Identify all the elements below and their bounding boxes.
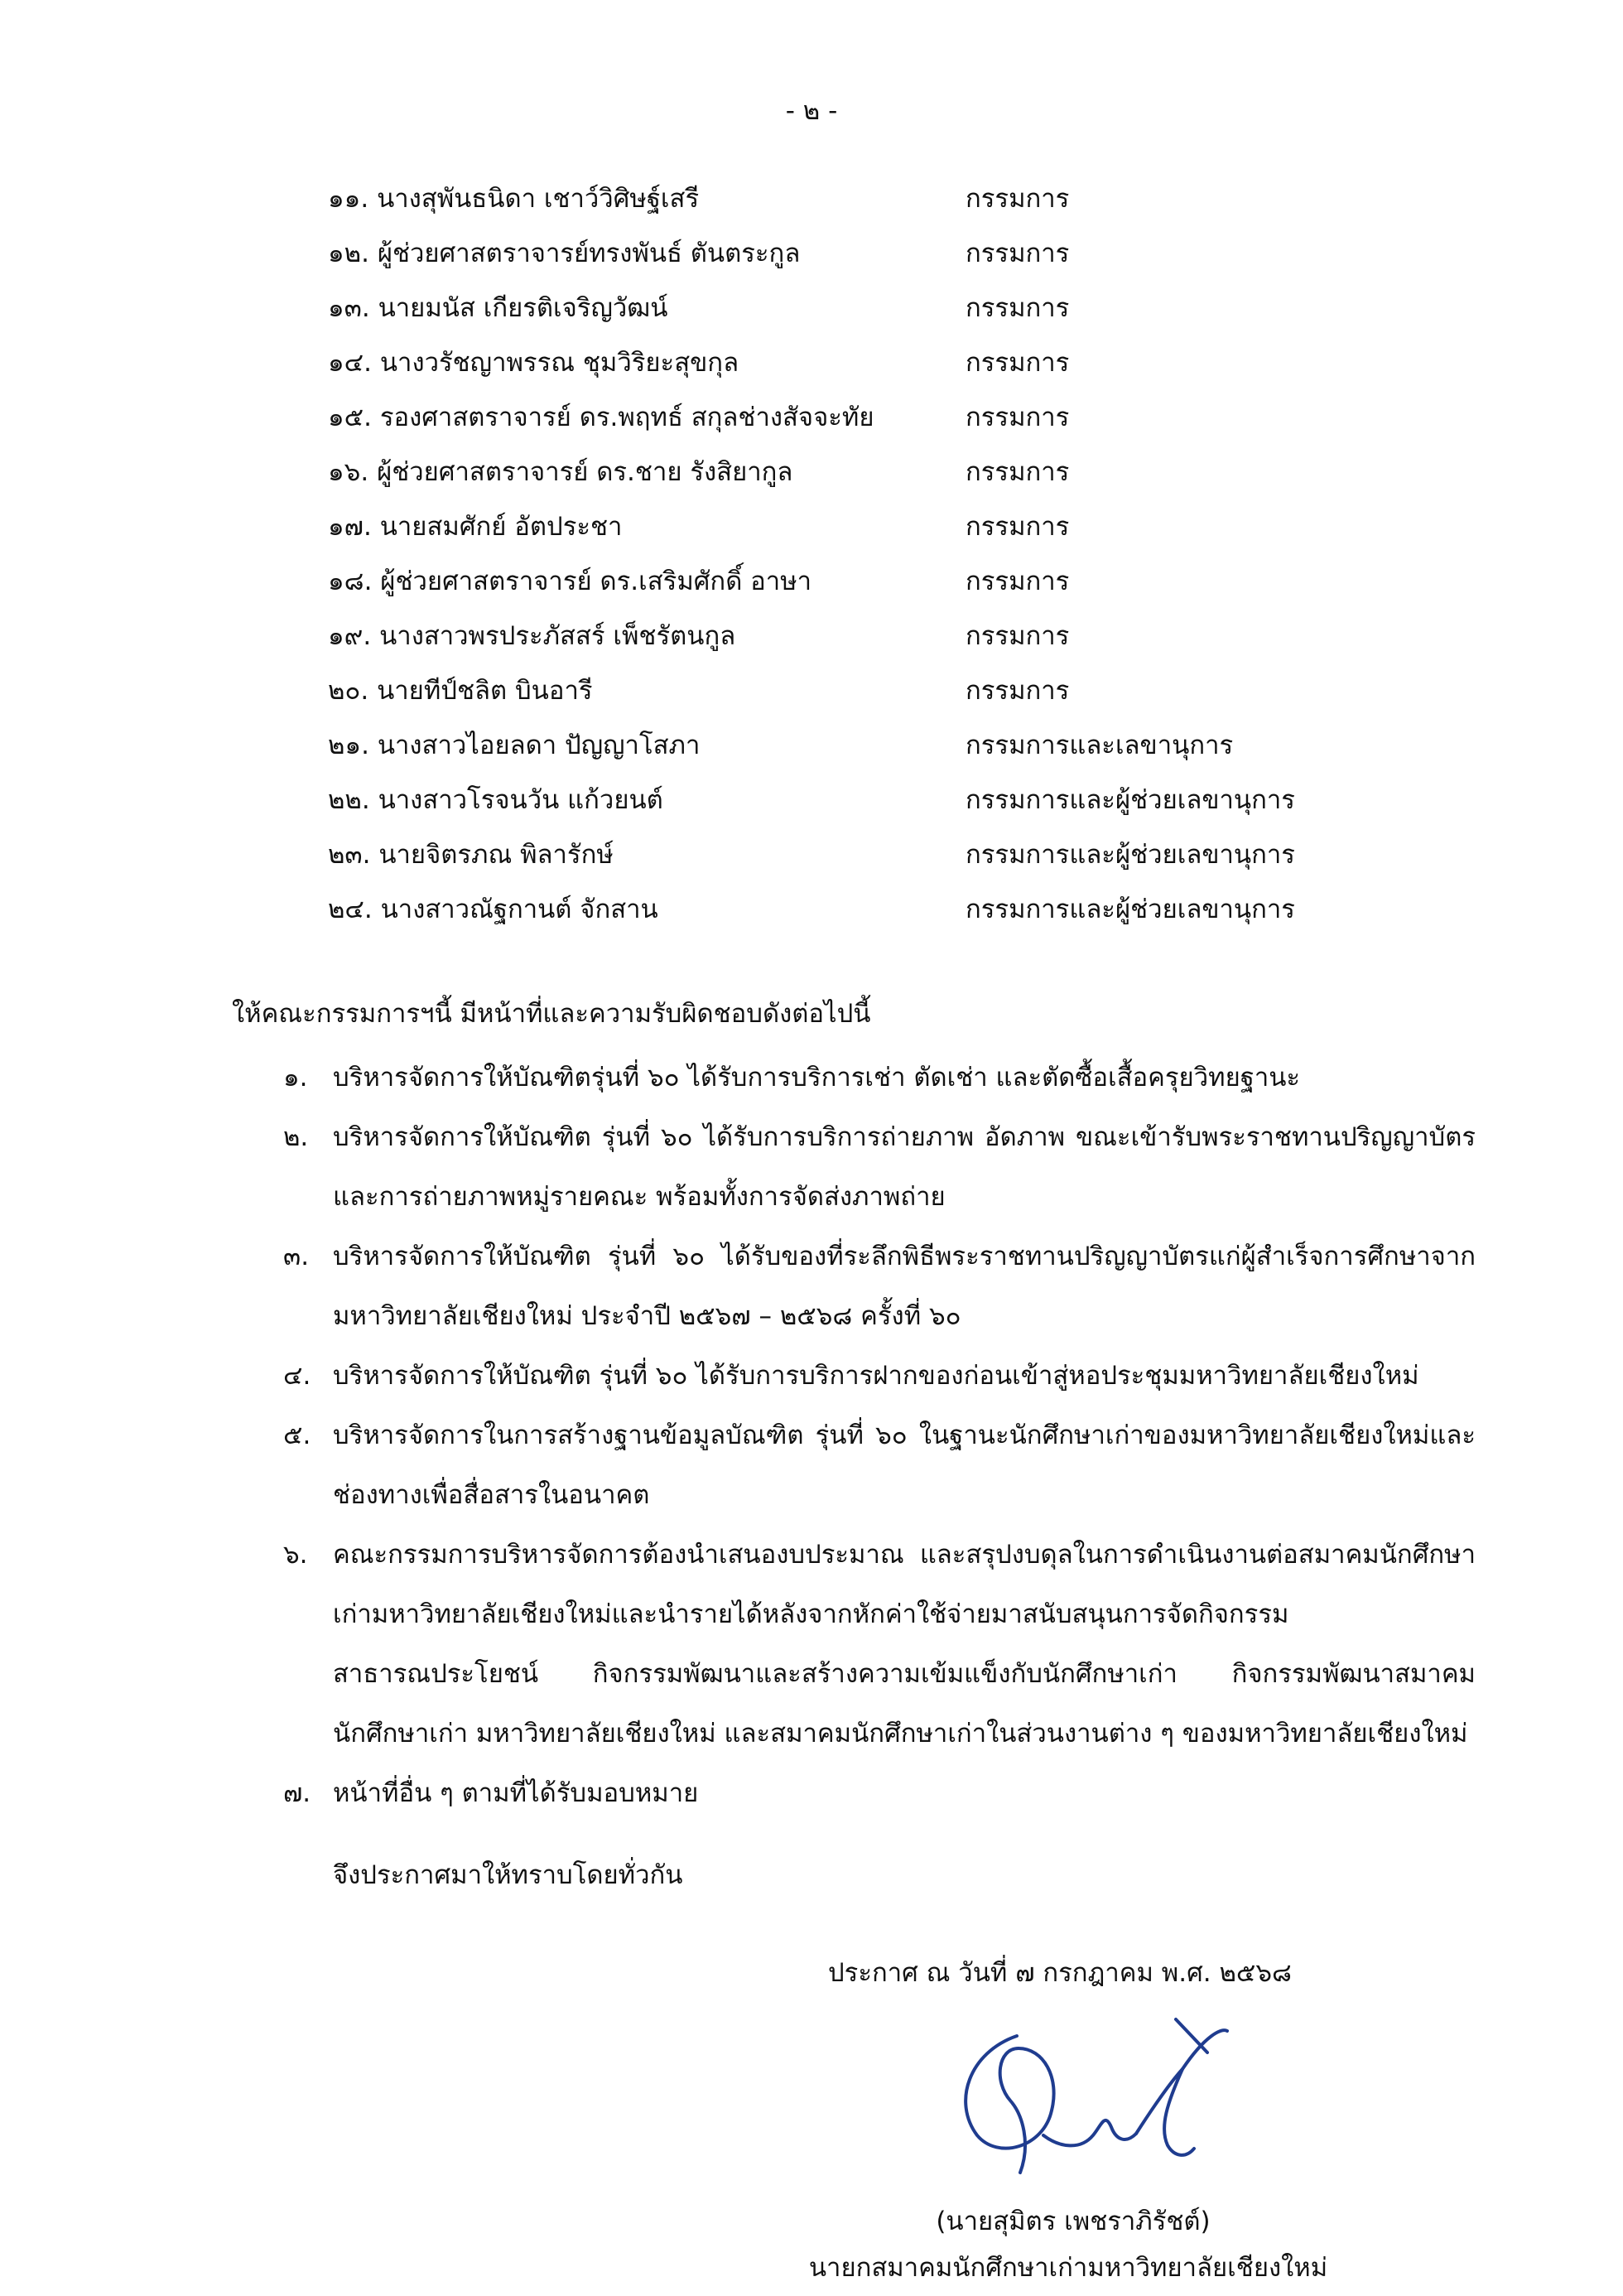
member-row <box>328 618 1404 673</box>
member-row <box>328 563 1404 618</box>
member-role: กรรมการ <box>966 239 1070 268</box>
announcement-date: ประกาศ ณ วันที่ ๗ กรกฎาคม พ.ศ. ๒๕๖๘ <box>828 1958 1292 1988</box>
duty-item <box>283 1107 1476 1227</box>
member-row <box>328 673 1404 727</box>
duty-number: ๕. <box>283 1421 311 1450</box>
member-row <box>328 235 1404 290</box>
member-role: กรรมการ <box>966 348 1070 378</box>
signer-title: นายกสมาคมนักศึกษาเก่ามหาวิทยาลัยเชียงใหม่ <box>808 2253 1328 2283</box>
duty-item <box>283 1227 1476 1346</box>
duty-number: ๔. <box>283 1361 311 1391</box>
duty-text: หน้าที่อื่น ๆ ตามที่ได้รับมอบหมาย <box>333 1778 699 1808</box>
member-name: ๒๓. นายจิตรภณ พิลารักษ์ <box>328 840 614 870</box>
member-row <box>328 509 1404 563</box>
member-name: ๑๕. รองศาสตราจารย์ ดร.พฤทธ์ สกุลช่างสัจจะทัย <box>328 403 874 432</box>
member-row <box>328 399 1404 454</box>
member-role: กรรมการและผู้ช่วยเลขานุการ <box>966 840 1295 870</box>
member-role: กรรมการ <box>966 184 1070 214</box>
member-role: กรรมการและผู้ช่วยเลขานุการ <box>966 895 1295 924</box>
member-row <box>328 290 1404 345</box>
duty-item <box>283 1346 1476 1406</box>
member-name: ๑๗. นายสมศักย์ อัตประชา <box>328 512 623 542</box>
duty-text: บริหารจัดการให้บัณฑิต รุ่นที่ ๖๐ ได้รับของที่ระลึกพิธีพระราชทานปริญญาบัตรแก่ผู้สำเร็จการศึกษาจาก มหาวิทยาลัยเชียงใหม่ ประจำปี ๒๕๖๗ – ๒๕๖๘ ครั้งที่ ๖๐ <box>333 1242 1476 1331</box>
duty-item <box>283 1048 1476 1107</box>
member-name: ๑๒. ผู้ช่วยศาสตราจารย์ทรงพันธ์ ตันตระกูล <box>328 239 801 268</box>
duties-list <box>283 1048 1476 1823</box>
closing-statement: จึงประกาศมาให้ทราบโดยทั่วกัน <box>333 1860 683 1890</box>
member-row <box>328 181 1404 235</box>
member-role: กรรมการ <box>966 512 1070 542</box>
duty-number: ๒. <box>283 1122 309 1152</box>
member-role: กรรมการ <box>966 403 1070 432</box>
member-name: ๑๑. นางสุพันธนิดา เชาว์วิศิษฐ์เสรี <box>328 184 700 214</box>
member-row <box>328 891 1404 946</box>
member-name: ๑๘. ผู้ช่วยศาสตราจารย์ ดร.เสริมศักดิ์ อาษา <box>328 567 812 596</box>
committee-member-list <box>328 181 1404 946</box>
duty-item <box>283 1525 1476 1763</box>
duty-item <box>283 1763 1476 1823</box>
duty-text: บริหารจัดการให้บัณฑิต รุ่นที่ ๖๐ ได้รับการบริการถ่ายภาพ อัดภาพ ขณะเข้ารับพระราชทานปริญญาบัตร และการถ่ายภาพหมู่รายคณะ พร้อมทั้งการจัดส่งภาพถ่าย <box>333 1122 1476 1212</box>
member-name: ๒๑. นางสาวไอยลดา ปัญญาโสภา <box>328 731 701 760</box>
member-name: ๒๐. นายทีป์ชลิต บินอารี <box>328 676 593 706</box>
member-role: กรรมการ <box>966 676 1070 706</box>
member-name: ๑๔. นางวรัชญาพรรณ ชุมวิริยะสุขกุล <box>328 348 739 378</box>
member-row <box>328 727 1404 782</box>
duty-text: บริหารจัดการให้บัณฑิต รุ่นที่ ๖๐ ได้รับการบริการฝากของก่อนเข้าสู่หอประชุมมหาวิทยาลัยเชียงใหม่ <box>333 1361 1419 1391</box>
handwritten-signature <box>919 2003 1267 2185</box>
member-name: ๑๓. นายมนัส เกียรติเจริญวัฒน์ <box>328 293 668 323</box>
member-row <box>328 345 1404 399</box>
duty-number: ๗. <box>283 1778 311 1808</box>
duties-intro: ให้คณะกรรมการฯนี้ มีหน้าที่และความรับผิดชอบดังต่อไปนี้ <box>232 999 871 1029</box>
member-row <box>328 837 1404 891</box>
duty-text: บริหารจัดการให้บัณฑิตรุ่นที่ ๖๐ ได้รับการบริการเช่า ตัดเช่า และตัดซื้อเสื้อครุยวิทยฐานะ <box>333 1063 1301 1093</box>
member-row <box>328 454 1404 509</box>
member-role: กรรมการ <box>966 567 1070 596</box>
member-name: ๒๔. นางสาวณัฐกานต์ จักสาน <box>328 895 658 924</box>
duty-item <box>283 1406 1476 1525</box>
member-role: กรรมการและผู้ช่วยเลขานุการ <box>966 785 1295 815</box>
duty-number: ๑. <box>283 1063 308 1093</box>
page-number: - ๒ - <box>785 96 838 126</box>
duty-number: ๖. <box>283 1540 308 1570</box>
member-role: กรรมการ <box>966 621 1070 651</box>
duty-text: คณะกรรมการบริหารจัดการต้องนำเสนองบประมาณ และสรุปงบดุลในการดำเนินงานต่อสมาคมนักศึกษา เก่ามหาวิทยาลัยเชียงใหม่และนำรายได้หลังจากหักค่าใช้จ่ายมาสนับสนุนการจัดกิจกรรมสาธารณประโยชน์ กิจกรรมพัฒนาและสร้างความเข้มแข็งกับนักศึกษาเก่า กิจกรรมพัฒนาสมาคมนักศึกษาเก่า มหาวิทยาลัยเชียงใหม่ และสมาคมนักศึกษาเก่าในส่วนงานต่าง ๆ ของมหาวิทยาลัยเชียงใหม่ <box>333 1540 1476 1749</box>
member-name: ๒๒. นางสาวโรจนวัน แก้วยนต์ <box>328 785 663 815</box>
duty-text: บริหารจัดการในการสร้างฐานข้อมูลบัณฑิต รุ่นที่ ๖๐ ในฐานะนักศึกษาเก่าของมหาวิทยาลัยเชียงใหม่และ ช่องทางเพื่อสื่อสารในอนาคต <box>333 1421 1476 1510</box>
member-role: กรรมการและเลขานุการ <box>966 731 1234 760</box>
member-name: ๑๖. ผู้ช่วยศาสตราจารย์ ดร.ชาย รังสิยากูล <box>328 457 793 487</box>
member-role: กรรมการ <box>966 457 1070 487</box>
member-role: กรรมการ <box>966 293 1070 323</box>
member-row <box>328 782 1404 837</box>
member-name: ๑๙. นางสาวพรประภัสสร์ เพ็ชรัตนกูล <box>328 621 736 651</box>
duty-number: ๓. <box>283 1242 310 1271</box>
signer-name: (นายสุมิตร เพชราภิรัชต์) <box>936 2207 1211 2236</box>
